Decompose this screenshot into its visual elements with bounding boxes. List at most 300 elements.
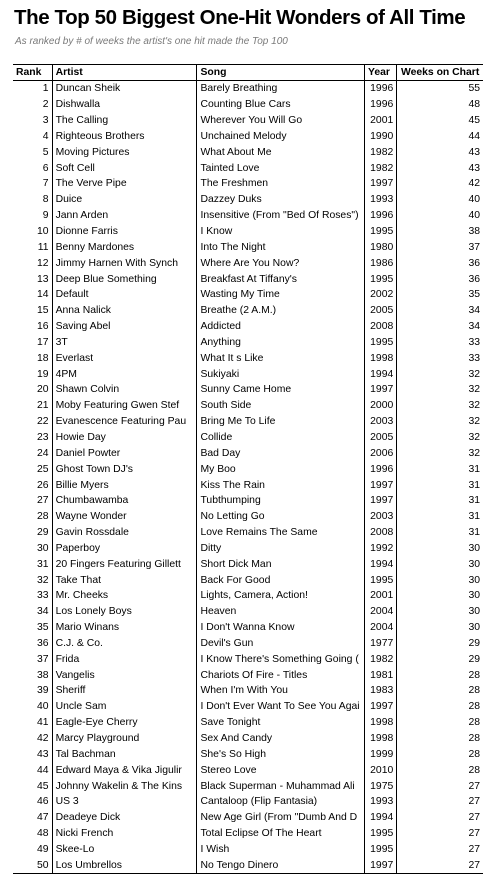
cell-song: Save Tonight xyxy=(197,715,365,731)
cell-weeks: 38 xyxy=(397,224,483,240)
cell-weeks: 55 xyxy=(397,81,483,97)
table-row xyxy=(13,335,483,351)
cell-rank: 16 xyxy=(37,321,49,333)
cell-weeks: 36 xyxy=(397,255,483,271)
cell-weeks: 32 xyxy=(397,382,483,398)
cell-rank: 19 xyxy=(37,368,49,380)
cell-artist: 4PM xyxy=(52,366,197,382)
cell-song: South Side xyxy=(197,398,365,414)
cell-artist: C.J. & Co. xyxy=(52,636,197,652)
cell-rank: 12 xyxy=(37,257,49,269)
cell-weeks: 32 xyxy=(397,414,483,430)
cell-artist: Billie Myers xyxy=(52,477,197,493)
cell-rank: 33 xyxy=(37,590,49,602)
cell-song: Total Eclipse Of The Heart xyxy=(197,826,365,842)
cell-year: 2010 xyxy=(365,762,397,778)
table-row xyxy=(13,366,483,382)
cell-weeks: 30 xyxy=(397,572,483,588)
table-row xyxy=(13,604,483,620)
cell-rank: 9 xyxy=(42,210,49,222)
cell-song: I Know There's Something Going ( xyxy=(197,651,365,667)
table-row xyxy=(13,826,483,842)
table-row xyxy=(13,588,483,604)
cell-artist: Vangelis xyxy=(52,667,197,683)
cell-year: 1977 xyxy=(365,636,397,652)
cell-rank: 13 xyxy=(37,273,49,285)
cell-rank: 17 xyxy=(37,336,49,348)
cell-song: Into The Night xyxy=(197,239,365,255)
cell-rank: 18 xyxy=(37,352,49,364)
cell-artist: Gavin Rossdale xyxy=(52,525,197,541)
cell-weeks: 30 xyxy=(397,604,483,620)
table-row xyxy=(13,683,483,699)
table-row xyxy=(13,81,483,97)
cell-year: 1997 xyxy=(365,699,397,715)
cell-year: 1994 xyxy=(365,556,397,572)
cell-song: Where Are You Now? xyxy=(197,255,365,271)
cell-weeks: 32 xyxy=(397,366,483,382)
cell-song: Bring Me To Life xyxy=(197,414,365,430)
cell-rank: 4 xyxy=(42,130,49,142)
cell-artist: Wayne Wonder xyxy=(52,509,197,525)
cell-rank: 38 xyxy=(37,669,49,681)
cell-artist: Dishwalla xyxy=(52,97,197,113)
cell-artist: US 3 xyxy=(52,794,197,810)
cell-weeks: 48 xyxy=(397,97,483,113)
table-body xyxy=(13,81,483,874)
cell-rank: 43 xyxy=(37,748,49,760)
cell-song: Sunny Came Home xyxy=(197,382,365,398)
table-row xyxy=(13,398,483,414)
table-row xyxy=(13,176,483,192)
cell-rank: 30 xyxy=(37,542,49,554)
cell-year: 2006 xyxy=(365,445,397,461)
cell-rank: 49 xyxy=(37,843,49,855)
cell-rank: 35 xyxy=(37,622,49,634)
cell-year: 1997 xyxy=(365,857,397,873)
cell-weeks: 29 xyxy=(397,651,483,667)
table-row xyxy=(13,350,483,366)
cell-weeks: 27 xyxy=(397,778,483,794)
table-row xyxy=(13,810,483,826)
cell-year: 1982 xyxy=(365,160,397,176)
cell-song: Breakfast At Tiffany's xyxy=(197,271,365,287)
cell-weeks: 28 xyxy=(397,746,483,762)
cell-weeks: 27 xyxy=(397,810,483,826)
cell-artist: Deep Blue Something xyxy=(52,271,197,287)
cell-artist: Los Lonely Boys xyxy=(52,604,197,620)
cell-weeks: 30 xyxy=(397,556,483,572)
cell-weeks: 28 xyxy=(397,667,483,683)
cell-year: 1990 xyxy=(365,129,397,145)
cell-weeks: 27 xyxy=(397,857,483,873)
table-row xyxy=(13,493,483,509)
table-row xyxy=(13,636,483,652)
cell-year: 2008 xyxy=(365,319,397,335)
cell-rank: 45 xyxy=(37,780,49,792)
cell-artist: Uncle Sam xyxy=(52,699,197,715)
cell-year: 1993 xyxy=(365,794,397,810)
cell-artist: Paperboy xyxy=(52,540,197,556)
cell-year: 1996 xyxy=(365,461,397,477)
cell-artist: Mario Winans xyxy=(52,620,197,636)
cell-weeks: 43 xyxy=(397,144,483,160)
cell-weeks: 32 xyxy=(397,398,483,414)
cell-artist: Anna Nalick xyxy=(52,303,197,319)
cell-rank: 29 xyxy=(37,527,49,539)
table-row xyxy=(13,461,483,477)
cell-rank: 25 xyxy=(37,463,49,475)
cell-weeks: 28 xyxy=(397,699,483,715)
cell-artist: 20 Fingers Featuring Gillett xyxy=(52,556,197,572)
table-row xyxy=(13,699,483,715)
cell-year: 1995 xyxy=(365,335,397,351)
cell-year: 1981 xyxy=(365,667,397,683)
cell-artist: Moving Pictures xyxy=(52,144,197,160)
cell-rank: 36 xyxy=(37,637,49,649)
cell-weeks: 31 xyxy=(397,461,483,477)
table-row xyxy=(13,255,483,271)
cell-weeks: 27 xyxy=(397,794,483,810)
cell-weeks: 33 xyxy=(397,335,483,351)
table-header xyxy=(13,65,483,81)
cell-weeks: 32 xyxy=(397,430,483,446)
column-header-rank: Rank xyxy=(13,65,52,81)
cell-weeks: 28 xyxy=(397,683,483,699)
cell-weeks: 28 xyxy=(397,715,483,731)
cell-year: 2005 xyxy=(365,430,397,446)
cell-artist: Johnny Wakelin & The Kins xyxy=(52,778,197,794)
cell-artist: The Calling xyxy=(52,113,197,129)
cell-year: 2000 xyxy=(365,398,397,414)
cell-year: 2003 xyxy=(365,414,397,430)
cell-artist: Edward Maya & Vika Jigulir xyxy=(52,762,197,778)
table-row xyxy=(13,208,483,224)
column-header-artist: Artist xyxy=(52,65,197,81)
cell-song: Devil's Gun xyxy=(197,636,365,652)
cell-artist: Los Umbrellos xyxy=(52,857,197,873)
cell-song: Anything xyxy=(197,335,365,351)
cell-rank: 22 xyxy=(37,416,49,428)
table-row xyxy=(13,224,483,240)
cell-song: She's So High xyxy=(197,746,365,762)
cell-weeks: 40 xyxy=(397,192,483,208)
table-row xyxy=(13,620,483,636)
cell-rank: 11 xyxy=(37,241,49,253)
table-row xyxy=(13,778,483,794)
cell-year: 1975 xyxy=(365,778,397,794)
table-row xyxy=(13,477,483,493)
cell-weeks: 30 xyxy=(397,620,483,636)
cell-year: 1996 xyxy=(365,97,397,113)
cell-year: 1995 xyxy=(365,271,397,287)
cell-year: 2008 xyxy=(365,525,397,541)
cell-weeks: 33 xyxy=(397,350,483,366)
cell-song: Tubthumping xyxy=(197,493,365,509)
column-header-song: Song xyxy=(197,65,365,81)
cell-artist: Ghost Town DJ's xyxy=(52,461,197,477)
cell-song: Unchained Melody xyxy=(197,129,365,145)
cell-rank: 7 xyxy=(42,178,49,190)
header-row xyxy=(13,65,483,81)
cell-year: 1982 xyxy=(365,144,397,160)
table-row xyxy=(13,540,483,556)
cell-year: 1997 xyxy=(365,493,397,509)
cell-year: 2005 xyxy=(365,303,397,319)
table-row xyxy=(13,794,483,810)
cell-weeks: 44 xyxy=(397,129,483,145)
cell-artist: Howie Day xyxy=(52,430,197,446)
cell-artist: Frida xyxy=(52,651,197,667)
cell-song: I Know xyxy=(197,224,365,240)
cell-weeks: 36 xyxy=(397,271,483,287)
page-title: The Top 50 Biggest One-Hit Wonders of All Time xyxy=(14,6,466,29)
table-row xyxy=(13,287,483,303)
page-subtitle: As ranked by # of weeks the artist's one hit made the Top 100 xyxy=(15,36,288,47)
cell-artist: Jimmy Harnen With Synch xyxy=(52,255,197,271)
cell-song: New Age Girl (From "Dumb And D xyxy=(197,810,365,826)
cell-year: 2001 xyxy=(365,113,397,129)
table-row xyxy=(13,239,483,255)
cell-artist: Deadeye Dick xyxy=(52,810,197,826)
cell-year: 1996 xyxy=(365,208,397,224)
cell-rank: 50 xyxy=(13,857,52,873)
cell-artist: Daniel Powter xyxy=(52,445,197,461)
cell-artist: Duice xyxy=(52,192,197,208)
cell-song: Ditty xyxy=(197,540,365,556)
table-row xyxy=(13,430,483,446)
cell-song: Tainted Love xyxy=(197,160,365,176)
table-row xyxy=(13,715,483,731)
table-row xyxy=(13,857,483,873)
cell-weeks: 27 xyxy=(397,842,483,858)
cell-rank: 34 xyxy=(37,606,49,618)
cell-artist: Jann Arden xyxy=(52,208,197,224)
cell-song: Wherever You Will Go xyxy=(197,113,365,129)
cell-rank: 46 xyxy=(37,796,49,808)
cell-weeks: 31 xyxy=(397,525,483,541)
cell-artist: Shawn Colvin xyxy=(52,382,197,398)
cell-rank: 31 xyxy=(37,558,49,570)
cell-weeks: 35 xyxy=(397,287,483,303)
cell-artist: Tal Bachman xyxy=(52,746,197,762)
cell-weeks: 40 xyxy=(397,208,483,224)
cell-rank: 27 xyxy=(37,495,49,507)
cell-song: Wasting My Time xyxy=(197,287,365,303)
cell-song: Insensitive (From "Bed Of Roses") xyxy=(197,208,365,224)
cell-year: 1982 xyxy=(365,651,397,667)
cell-song: Heaven xyxy=(197,604,365,620)
cell-song: When I'm With You xyxy=(197,683,365,699)
cell-weeks: 28 xyxy=(397,731,483,747)
cell-rank: 14 xyxy=(37,289,49,301)
cell-year: 1994 xyxy=(365,366,397,382)
cell-rank: 23 xyxy=(37,431,49,443)
cell-weeks: 34 xyxy=(397,319,483,335)
one-hit-wonders-table xyxy=(13,64,483,874)
cell-weeks: 27 xyxy=(397,826,483,842)
cell-rank: 24 xyxy=(37,447,49,459)
cell-artist: Marcy Playground xyxy=(52,731,197,747)
cell-year: 1995 xyxy=(365,224,397,240)
cell-artist: Skee-Lo xyxy=(52,842,197,858)
cell-rank: 2 xyxy=(42,99,49,111)
table-row xyxy=(13,303,483,319)
cell-year: 1994 xyxy=(365,810,397,826)
table-row xyxy=(13,556,483,572)
table-row xyxy=(13,192,483,208)
cell-year: 1995 xyxy=(365,572,397,588)
cell-rank: 40 xyxy=(37,701,49,713)
cell-year: 2004 xyxy=(365,620,397,636)
cell-song: What It s Like xyxy=(197,350,365,366)
table-row xyxy=(13,572,483,588)
cell-artist: Chumbawamba xyxy=(52,493,197,509)
cell-year: 2002 xyxy=(365,287,397,303)
cell-weeks: 37 xyxy=(397,239,483,255)
cell-artist: Default xyxy=(52,287,197,303)
cell-song: Love Remains The Same xyxy=(197,525,365,541)
table-row xyxy=(13,762,483,778)
cell-song: Addicted xyxy=(197,319,365,335)
cell-year: 1997 xyxy=(365,382,397,398)
table-row xyxy=(13,144,483,160)
cell-rank: 15 xyxy=(37,305,49,317)
cell-rank: 32 xyxy=(37,574,49,586)
cell-artist: Dionne Farris xyxy=(52,224,197,240)
cell-weeks: 31 xyxy=(397,493,483,509)
cell-rank: 42 xyxy=(37,733,49,745)
table-row xyxy=(13,667,483,683)
cell-song: Back For Good xyxy=(197,572,365,588)
cell-year: 1980 xyxy=(365,239,397,255)
cell-song: Dazzey Duks xyxy=(197,192,365,208)
cell-weeks: 28 xyxy=(397,762,483,778)
cell-song: Lights, Camera, Action! xyxy=(197,588,365,604)
cell-rank: 44 xyxy=(37,764,49,776)
table-row xyxy=(13,97,483,113)
cell-rank: 47 xyxy=(37,812,49,824)
cell-year: 2001 xyxy=(365,588,397,604)
cell-rank: 5 xyxy=(42,146,49,158)
cell-song: I Wish xyxy=(197,842,365,858)
cell-artist: 3T xyxy=(52,335,197,351)
cell-weeks: 30 xyxy=(397,588,483,604)
table-row xyxy=(13,525,483,541)
cell-year: 1997 xyxy=(365,176,397,192)
cell-song: Sukiyaki xyxy=(197,366,365,382)
cell-year: 1983 xyxy=(365,683,397,699)
cell-rank: 37 xyxy=(37,653,49,665)
cell-artist: The Verve Pipe xyxy=(52,176,197,192)
cell-year: 1993 xyxy=(365,192,397,208)
cell-song: Bad Day xyxy=(197,445,365,461)
cell-year: 2004 xyxy=(365,604,397,620)
cell-artist: Evanescence Featuring Pau xyxy=(52,414,197,430)
table-row xyxy=(13,160,483,176)
cell-artist: Take That xyxy=(52,572,197,588)
cell-artist: Eagle-Eye Cherry xyxy=(52,715,197,731)
cell-rank: 8 xyxy=(42,194,49,206)
cell-year: 1999 xyxy=(365,746,397,762)
cell-rank: 3 xyxy=(42,115,49,127)
cell-song: Breathe (2 A.M.) xyxy=(197,303,365,319)
cell-weeks: 34 xyxy=(397,303,483,319)
cell-artist: Righteous Brothers xyxy=(52,129,197,145)
cell-weeks: 30 xyxy=(397,540,483,556)
cell-rank: 20 xyxy=(37,384,49,396)
cell-artist: Nicki French xyxy=(52,826,197,842)
cell-artist: Moby Featuring Gwen Stef xyxy=(52,398,197,414)
cell-song: My Boo xyxy=(197,461,365,477)
cell-year: 1998 xyxy=(365,350,397,366)
cell-weeks: 32 xyxy=(397,445,483,461)
table-row xyxy=(13,746,483,762)
cell-rank: 28 xyxy=(37,511,49,523)
cell-artist: Mr. Cheeks xyxy=(52,588,197,604)
cell-year: 1992 xyxy=(365,540,397,556)
cell-song: Barely Breathing xyxy=(197,81,365,97)
table-row xyxy=(13,271,483,287)
cell-rank: 21 xyxy=(37,400,49,412)
cell-song: Counting Blue Cars xyxy=(197,97,365,113)
cell-year: 1995 xyxy=(365,826,397,842)
table-row xyxy=(13,414,483,430)
cell-song: Collide xyxy=(197,430,365,446)
cell-song: Chariots Of Fire - Titles xyxy=(197,667,365,683)
cell-song: No Tengo Dinero xyxy=(197,857,365,873)
table-row xyxy=(13,113,483,129)
cell-song: Cantaloop (Flip Fantasia) xyxy=(197,794,365,810)
cell-rank: 1 xyxy=(42,83,49,95)
table-row xyxy=(13,731,483,747)
cell-rank: 41 xyxy=(37,717,49,729)
cell-weeks: 45 xyxy=(397,113,483,129)
table-row xyxy=(13,509,483,525)
cell-artist: Benny Mardones xyxy=(52,239,197,255)
table-row xyxy=(13,842,483,858)
table-row xyxy=(13,382,483,398)
cell-weeks: 29 xyxy=(397,636,483,652)
cell-artist: Sheriff xyxy=(52,683,197,699)
cell-song: Black Superman - Muhammad Ali xyxy=(197,778,365,794)
cell-year: 1997 xyxy=(365,477,397,493)
cell-year: 1986 xyxy=(365,255,397,271)
cell-year: 1998 xyxy=(365,715,397,731)
cell-song: What About Me xyxy=(197,144,365,160)
cell-artist: Soft Cell xyxy=(52,160,197,176)
cell-song: The Freshmen xyxy=(197,176,365,192)
cell-song: Short Dick Man xyxy=(197,556,365,572)
cell-rank: 26 xyxy=(37,479,49,491)
cell-year: 2003 xyxy=(365,509,397,525)
table-row xyxy=(13,129,483,145)
cell-rank: 10 xyxy=(37,226,49,238)
cell-song: Sex And Candy xyxy=(197,731,365,747)
table-row xyxy=(13,445,483,461)
cell-weeks: 31 xyxy=(397,477,483,493)
cell-song: Kiss The Rain xyxy=(197,477,365,493)
cell-weeks: 43 xyxy=(397,160,483,176)
cell-year: 1998 xyxy=(365,731,397,747)
cell-year: 1996 xyxy=(365,81,397,97)
cell-song: I Don't Wanna Know xyxy=(197,620,365,636)
cell-rank: 6 xyxy=(42,162,49,174)
table-row xyxy=(13,319,483,335)
cell-rank: 39 xyxy=(37,685,49,697)
cell-weeks: 31 xyxy=(397,509,483,525)
column-header-weeks: Weeks on Chart xyxy=(397,65,483,81)
